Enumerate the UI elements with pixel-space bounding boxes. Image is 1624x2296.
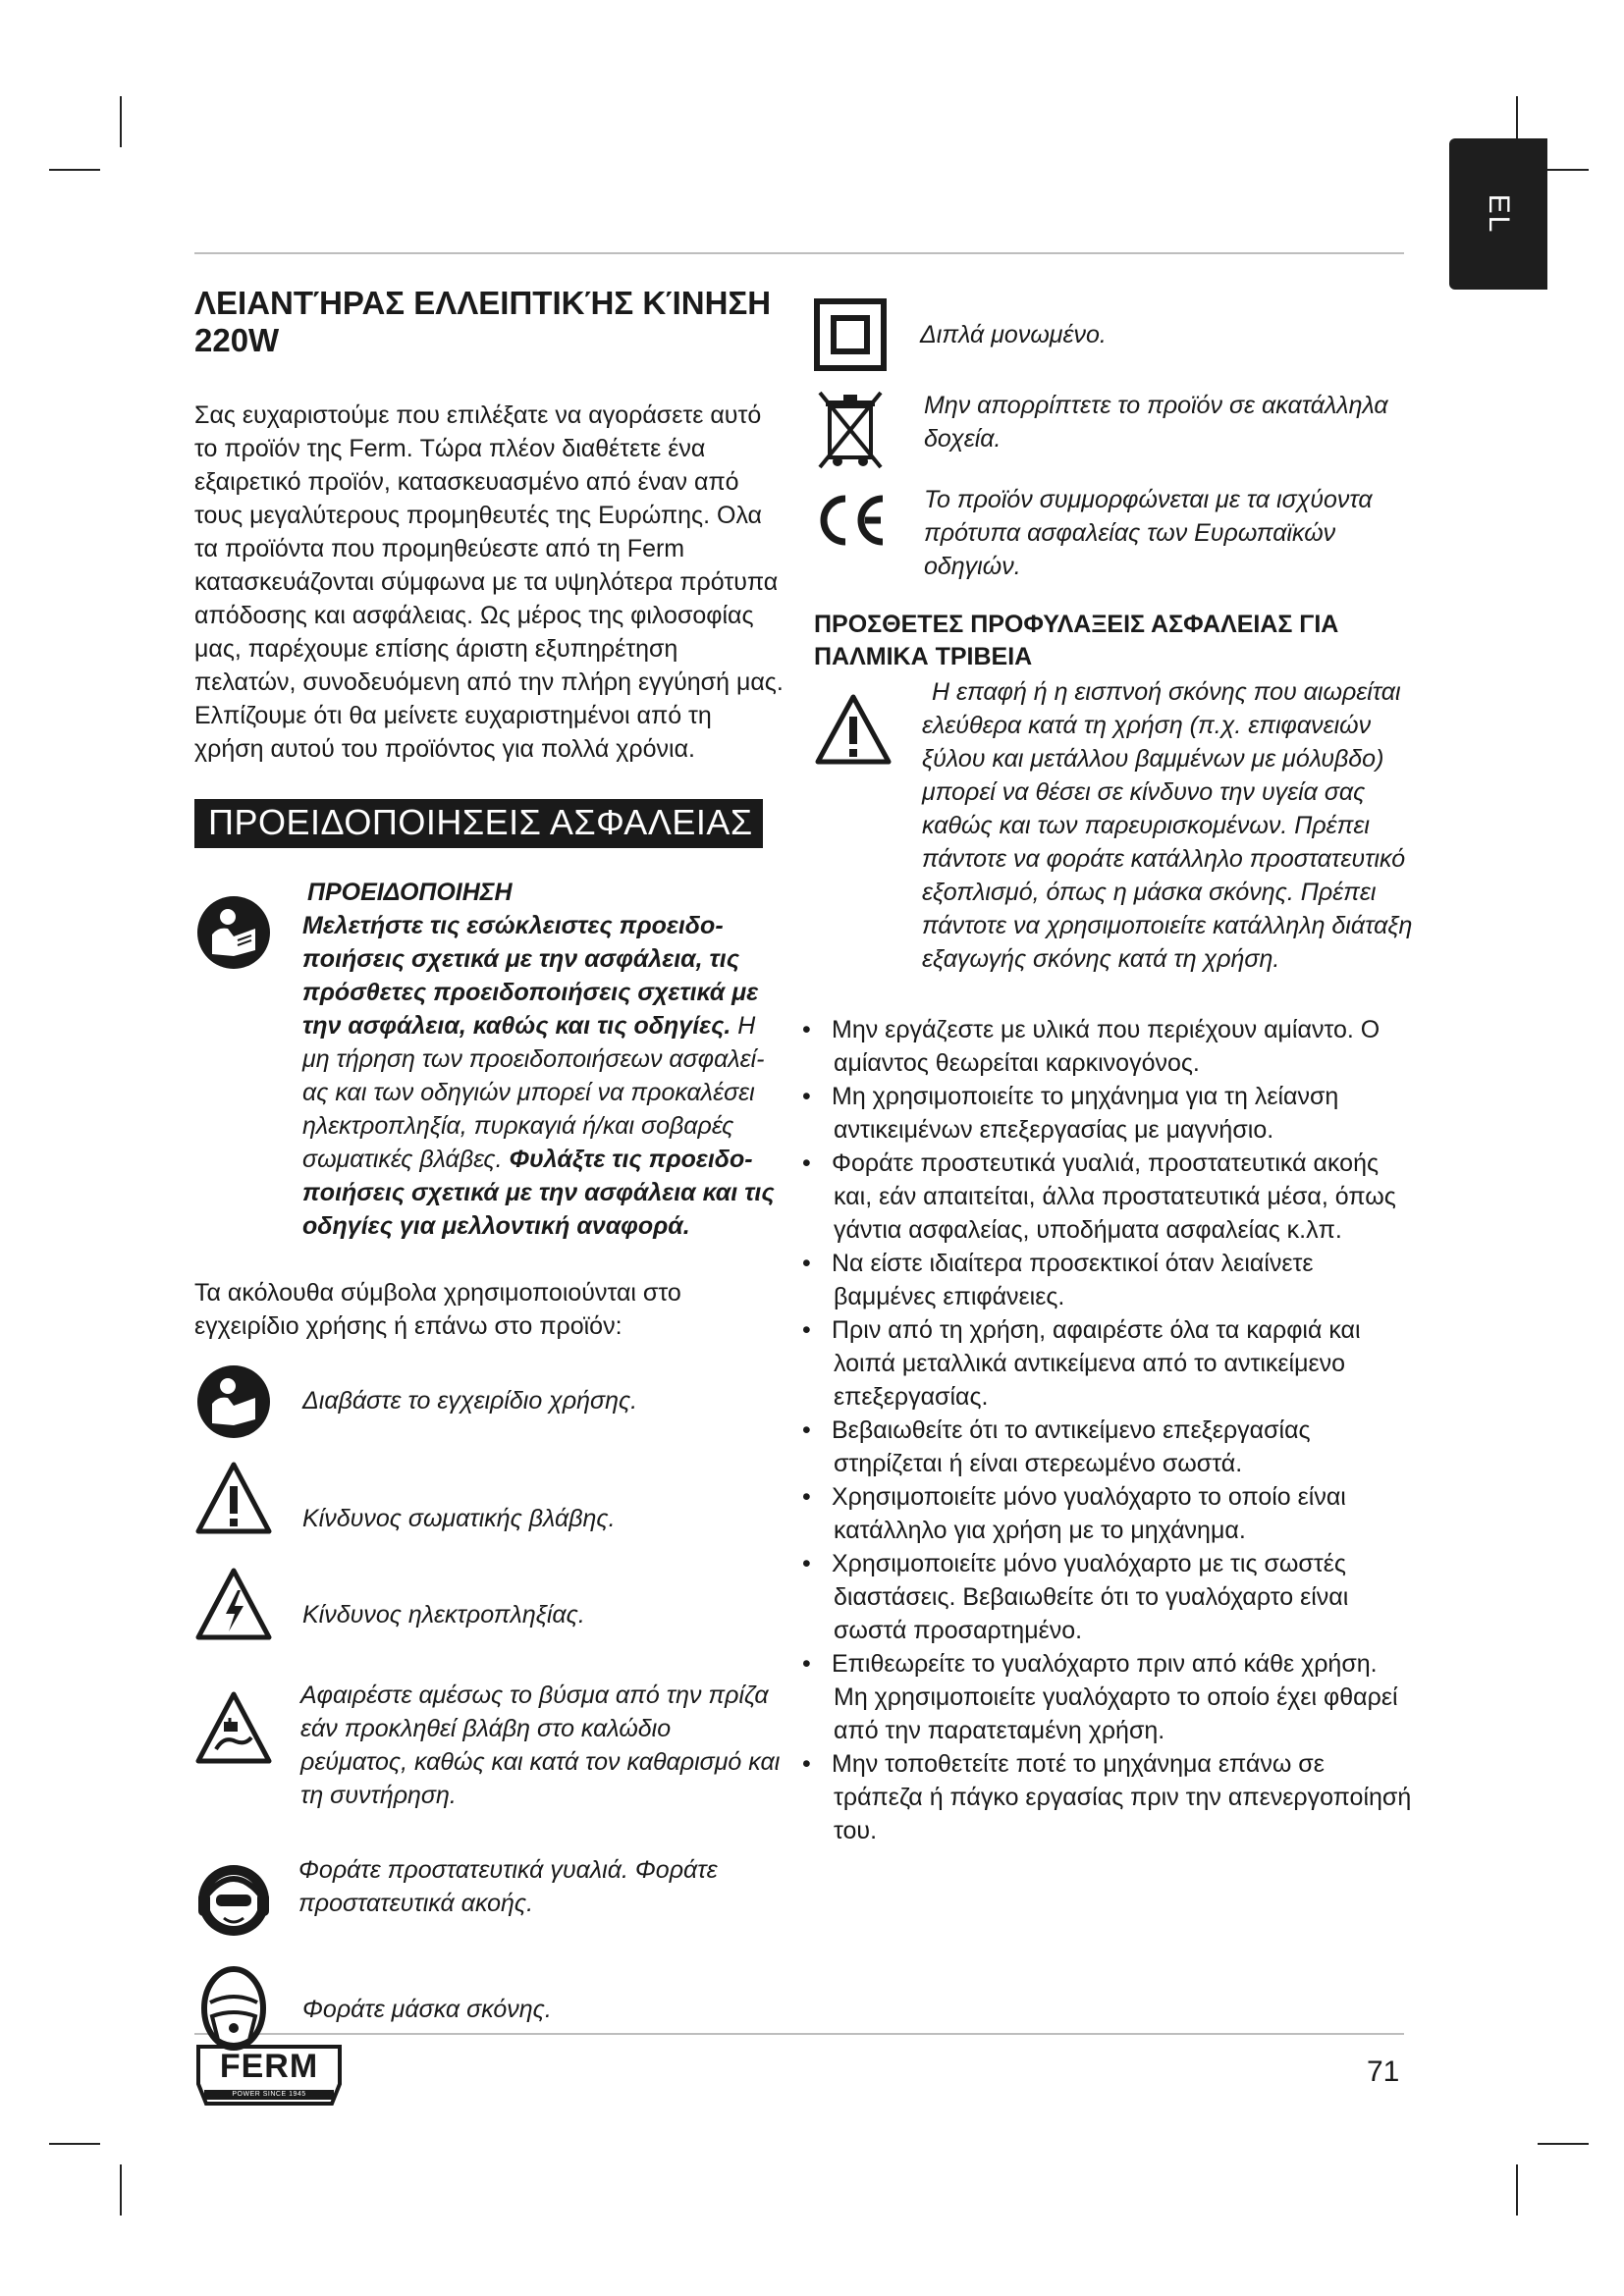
symbol-text: Κίνδυνος ηλεκτροπληξίας. <box>302 1601 585 1629</box>
language-code: EL <box>1483 193 1515 235</box>
crop-mark <box>1516 2164 1518 2216</box>
symbol-text: Μην απορρίπτετε το προϊόν σε ακατάλληλα δοχεία. <box>924 392 1388 453</box>
symbol-text: Φοράτε προστατευτικά γυαλιά. Φοράτε προστατευτικά ακοής. <box>298 1856 718 1917</box>
bullet-item: • Πριν από τη χρήση, αφαιρέστε όλα τα καρφιά και λοιπά μεταλλικά αντικείμενα από το αντικείμενο επεξεργασίας. <box>804 1313 1413 1414</box>
bullet-item: • Μη χρησιμοποιείτε το μηχάνημα για τη λείανση αντικειμένων επεξεργασίας με μαγνήσιο. <box>804 1080 1413 1147</box>
symbol-text: Φοράτε μάσκα σκόνης. <box>302 1996 552 2023</box>
goggles-earmuffs-icon <box>194 1859 273 1950</box>
ce-mark-icon <box>814 493 889 557</box>
bullet-item: • Μην τοποθετείτε ποτέ το μηχάνημα επάνω σε τράπεζα ή πάγκο εργασίας πριν την απενεργοποίησή του. <box>804 1747 1413 1847</box>
bullet-item: • Βεβαιωθείτε ότι το αντικείμενο επεξεργασίας στηρίζεται ή είναι στερεωμένο σωστά. <box>804 1414 1413 1480</box>
bullet-item: • Χρησιμοποιείτε μόνο γυαλόχαρτο με τις σωστές διαστάσεις. Βεβαιωθείτε ότι το γυαλόχαρτο είναι σωστά προσαρτημένο. <box>804 1547 1413 1647</box>
bullet-list <box>804 1013 1413 1847</box>
language-tab <box>1449 138 1547 290</box>
warning-block <box>194 876 784 1243</box>
symbol-text: Κίνδυνος σωματικής βλάβης. <box>302 1505 616 1532</box>
page-number: 71 <box>1367 2056 1400 2088</box>
symbol-row <box>194 1853 784 1920</box>
top-rule <box>194 252 1404 254</box>
symbol-row <box>194 1565 784 1653</box>
warning-title: ΠΡΟΕΙΔΟΠΟΙΗΣΗ <box>307 879 513 906</box>
read-manual-icon <box>194 1362 273 1450</box>
symbol-text: Το προϊόν συμμορφώνεται με τα ισχύοντα πρότυπα ασφαλείας των Ευρωπαϊκών οδηγιών. <box>924 486 1373 580</box>
read-manual-icon <box>194 893 273 981</box>
electric-shock-icon <box>194 1565 273 1652</box>
left-column <box>194 285 784 2059</box>
extra-safety-heading: ΠΡΟΣΘΕΤΕΣ ΠΡΟΦΥΛΑΞΕΙΣ ΑΣΦΑΛΕΙΑΣ ΓΙΑ ΠΑΛΜΙΚΑ ΤΡΙΒΕΙΑ <box>814 611 1339 670</box>
injury-warning-icon <box>194 1459 273 1546</box>
symbol-text: Διπλά μονωμένο. <box>920 321 1107 348</box>
symbols-intro: Τα ακόλουθα σύμβολα χρησιμοποιούνται στο εγχειρίδιο χρήσης ή επάνω στο προϊόν: <box>194 1279 681 1340</box>
warning-bold-2: Φυλάξτε τις προειδο-ποιήσεις σχετικά με την ασφάλεια και τις οδηγίες για μελλοντική αναφορά. <box>302 1146 775 1240</box>
warning-bold-1: Μελετήστε τις εσώκλειστες προειδο-ποιήσεις σχετικά με την ασφάλεια, τις πρόσθετες προειδοποιήσεις σχετικά με την ασφάλεια, καθώς και τις οδηγίες. <box>302 912 759 1040</box>
intro-paragraph: Σας ευχαριστούμε που επιλέξατε να αγοράσετε αυτό το προϊόν της Ferm. Τώρα πλέον διαθέτετε ένα εξαιρετικό προϊόν, κατασκευασμένο από έναν από τους μεγαλύτερους προμηθευτές της Ευρώπης. Ολα τα προϊόντα που προμηθεύεστε από τη Ferm κατασκευάζονται σύμφωνα με τα υψηλότερα πρότυπα απόδοσης και ασφάλειας. Ως μέρος της φιλοσοφίας μας, παρέχουμε επίσης άριστη εξυπηρέτηση πελατών, συνοδευόμενη από την πλήρη εγγύησή μας. Ελπίζουμε ότι θα μείνετε ευχαριστημένοι από τη χρήση αυτού του προϊόντος για πολλά χρόνια. <box>194 401 784 763</box>
crop-mark <box>120 2164 122 2216</box>
bullet-item: • Χρησιμοποιείτε μόνο γυαλόχαρτο το οποίο είναι κατάλληλο για χρήση με το μηχάνημα. <box>804 1480 1413 1547</box>
crop-mark <box>49 169 100 171</box>
warning-normal: Η μη τήρηση των προειδοποιήσεων ασφαλεί-ας και των οδηγιών μπορεί να προκαλέσει ηλεκτροπληξία, πυρκαγιά ή/και σοβαρές σωματικές βλάβες. <box>302 1012 765 1173</box>
bullet-item: • Επιθεωρείτε το γυαλόχαρτο πριν από κάθε χρήση. Μη χρησιμοποιείτε γυαλόχαρτο το οποίο έχει φθαρεί από την παρατεταμένη χρήση. <box>804 1647 1413 1747</box>
symbol-text: Αφαιρέστε αμέσως το βύσμα από την πρίζα εάν προκληθεί βλάβη στο καλώδιο ρεύματος, καθώς και κατά τον καθαρισμό και τη συντήρηση. <box>300 1682 781 1809</box>
crop-mark <box>1538 2143 1589 2145</box>
symbol-text: Διαβάστε το εγχειρίδιο χρήσης. <box>302 1387 638 1415</box>
dust-warning-block <box>814 675 1413 976</box>
unplug-icon <box>194 1688 273 1776</box>
warning-text <box>302 909 784 1243</box>
symbol-row <box>194 1679 784 1812</box>
dust-warning-text: Η επαφή ή η εισπνοή σκόνης που αιωρείται ελεύθερα κατά τη χρήση (π.χ. επιφανειών ξύλου και μετάλλου βαμμένων με μόλυβδο) μπορεί να θέσει σε κίνδυνο την υγεία σας καθώς και των παρευρισκομένων. Πρέπει πάντοτε να φοράτε κατάλληλο προστατευτικό εξοπλισμό, όπως η μάσκα σκόνης. Πρέπει πάντοτε να χρησιμοποιείτε κατάλληλη διάταξη εξαγωγής σκόνης κατά τη χρήση. <box>922 678 1413 973</box>
bullet-item: • Φοράτε προστευτικά γυαλιά, προστατευτικά ακοής και, εάν απαιτείται, άλλα προστατευτικά μέσα, όπως γάντια ασφαλείας, υποδήματα ασφαλείας κ.λπ. <box>804 1147 1413 1247</box>
bullet-item: • Να είστε ιδιαίτερα προσεκτικοί όταν λειαίνετε βαμμένες επιφάνειες. <box>804 1247 1413 1313</box>
symbol-row <box>814 483 1413 583</box>
right-column <box>814 289 1413 1847</box>
double-insulated-icon <box>814 298 887 380</box>
ferm-logo <box>196 2045 342 2110</box>
logo-wordmark: FERM <box>219 2048 319 2085</box>
crop-mark <box>120 96 122 147</box>
symbol-row <box>814 289 1413 371</box>
symbol-row <box>194 1459 784 1557</box>
symbol-row <box>194 1362 784 1445</box>
warning-triangle-icon <box>814 693 893 774</box>
symbol-row <box>814 389 1413 455</box>
section-banner: ΠΡΟΕΙΔΟΠΟΙΗΣΕΙΣ ΑΣΦΑΛΕΙΑΣ <box>194 799 763 848</box>
logo-tagline: POWER SINCE 1945 <box>232 2091 306 2098</box>
crop-mark <box>49 2143 100 2145</box>
page-title: ΛΕΙΑΝΤΉΡΑΣ ΕΛΛΕΙΠΤΙΚΉΣ ΚΊΝΗΣΗ 220W <box>194 285 772 358</box>
bullet-item: • Μην εργάζεστε με υλικά που περιέχουν αμίαντο. Ο αμίαντος θεωρείται καρκινογόνος. <box>804 1013 1413 1080</box>
crossed-bin-icon <box>814 389 887 480</box>
